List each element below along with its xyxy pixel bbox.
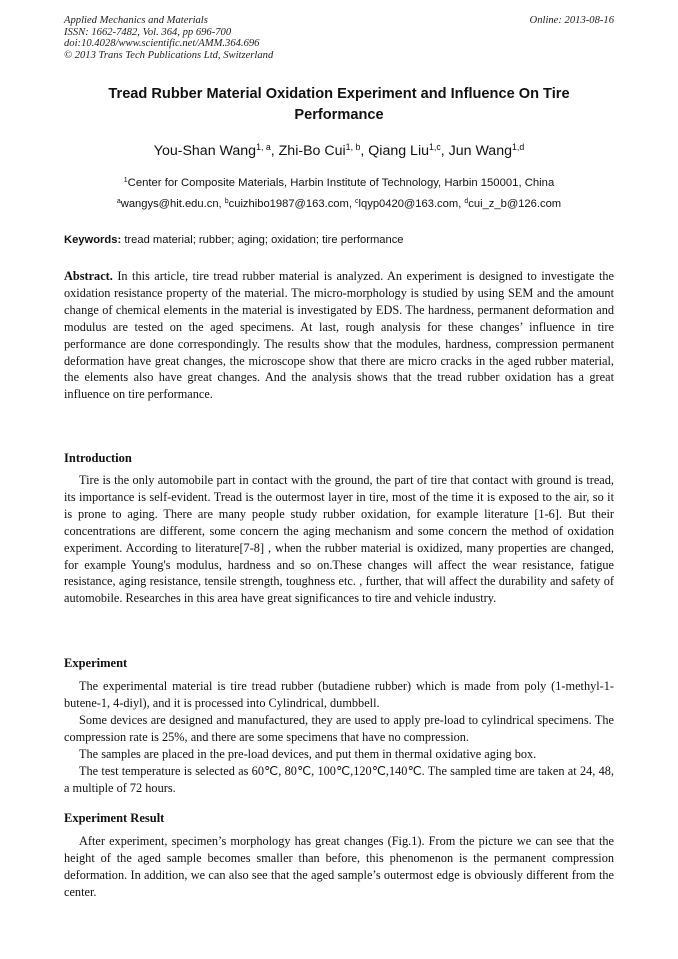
author-affiliation-mark: 1, b [345,142,361,153]
experiment-paragraph: Some devices are designed and manufactured, they are used to apply pre-load to cylindrical specimens. The compression rate is 25%, and there are some specimens that have no compression. [64,713,614,744]
email-mark: b [224,198,229,206]
author-name: Qiang Liu [368,143,429,159]
affiliation-text: Center for Composite Materials, Harbin Institute of Technology, Harbin 150001, China [127,177,555,189]
doi-line: doi:10.4028/www.scientific.net/AMM.364.696 [64,38,260,50]
affiliation-mark: 1 [123,177,128,185]
paper-title [64,84,614,125]
experiment-paragraph: The test temperature is selected as 60℃, 80℃, 100℃,120℃,140℃. The sampled time are taken at 24, 48, a multiple of 72 hours. [64,764,614,795]
abstract-label: Abstract. [64,269,113,283]
title-line-2: Performance [294,106,384,123]
introduction-heading: Introduction [64,451,132,465]
abstract [64,268,614,403]
author-name: Jun Wang [448,143,512,159]
experiment-result-paragraph: After experiment, specimen’s morphology has great changes (Fig.1). From the picture we can see that the height of the aged sample becomes smaller than before, this phenomenon is the permanent compression deformation. In addition, we can also see that the aged sample’s outermost edge is obviously different from the center. [64,834,614,899]
author-affiliation-mark: 1,d [511,142,525,153]
email-mark: c [355,198,359,206]
author-name: Zhi-Bo Cui [278,143,346,159]
email-address: cui_z_b@126.com [468,198,562,210]
experiment-heading: Experiment [64,656,128,670]
email-list: $^a$wangys@hit.edu.cn, $^b$cuizhibo1987@163.com, $^c$lqyp0420@163.com, $^d$cui_z_b@126.com [116,198,562,210]
author-name: You-Shan Wang [153,143,257,159]
experiment-result-heading: Experiment Result [64,811,165,825]
author-list: You-Shan Wang$^{1, a}$, Zhi-Bo Cui$^{1, b}$, Qiang Liu$^{1,c}$, Jun Wang$^{1,d}$ [153,142,525,159]
introduction-paragraph: Tire is the only automobile part in contact with the ground, the part of tire that contact with ground is tread, its importance is self-evident. Tread is the outermost layer in tire, most of the time it is exposed to the air, so it is prone to aging. There are many people study rubber oxidation, for example literature [1-6]. But their concentrations are different, some concern the aging mechanism and some concern the method of oxidation experiment. According to literature[7-8] , when the rubber material is oxidized, many properties are changed, for example Young's modulus, hardness and so on.These changes will affect the wear resistance, fatigue resistance, aging resistance, tensile strength, toughness etc. , further, that will affect the durability and safety of automobile. Researches in this area have great significances to tire and vehicle industry. [64,473,614,606]
affiliation [64,176,614,191]
issn-line: ISSN: 1662-7482, Vol. 364, pp 696-700 [64,26,232,38]
keywords-text: tread material; rubber; aging; oxidation; tire performance [124,234,404,246]
author-affiliation-mark: 1,c [428,142,441,153]
keywords [64,233,614,248]
author-affiliation-mark: 1, a [256,142,271,153]
email-mark: a [116,198,121,206]
journal-name: Applied Mechanics and Materials [64,15,208,26]
online-date: Online: 2013-08-16 [529,15,614,26]
title-line-1: Tread Rubber Material Oxidation Experiment and Influence On Tire [108,86,570,102]
keywords-label: Keywords: [64,234,122,246]
email-address: lqyp0420@163.com [358,198,459,210]
copyright-line: © 2013 Trans Tech Publications Ltd, Switzerland [64,49,274,61]
email-address: cuizhibo1987@163.com [228,198,349,210]
email-mark: d [464,198,469,206]
abstract-text: In this article, tire tread rubber material is analyzed. An experiment is designed to investigate the oxidation resistance property of the material. The micro-morphology is studied by using SEM and the amount change of chemical elements in the material is investigated by EDS. The hardness, permanent deformation and modulus are tested on the aged specimens. At last, rough analysis for these changes’ influence in tire performance are done correspondingly. The results show that the modules, hardness, compression permanent deformation have great changes, the microscope show that there are micro cracks in the aged rubber material, the elements also have great changes. And the analysis shows that the tread rubber oxidation has a great influence on tire performance. [64,269,614,402]
experiment-paragraph: The experimental material is tire tread rubber (butadiene rubber) which is made from poly (1-methyl-1- butene-1, 4-diyl), and it is processed into Cylindrical, dumbbell. [64,679,614,710]
experiment-paragraph: The samples are placed in the pre-load devices, and put them in thermal oxidative aging box. [79,747,537,761]
journal-header [64,15,614,61]
email-address: wangys@hit.edu.cn [120,198,219,210]
